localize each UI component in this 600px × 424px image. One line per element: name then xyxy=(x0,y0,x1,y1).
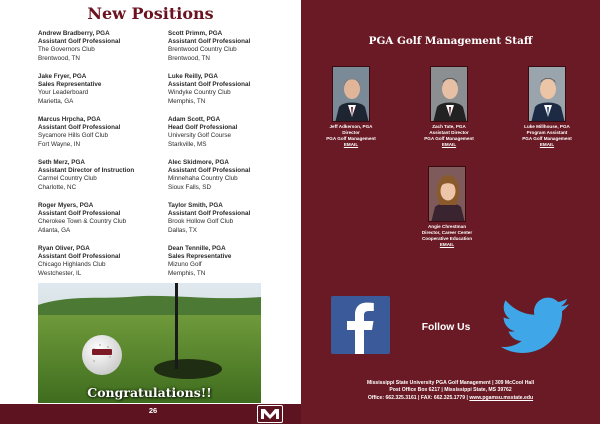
position-entry xyxy=(168,73,296,116)
entry-name: Alec Skidmore, PGA xyxy=(168,159,229,166)
staff-title: Assistant Director xyxy=(429,129,469,135)
entry-city: Memphis, TN xyxy=(168,269,206,277)
entry-place: Brook Hollow Golf Club xyxy=(168,218,234,226)
entry-role: Assistant Director of Instruction xyxy=(38,167,135,175)
position-entry xyxy=(38,245,166,288)
position-entry xyxy=(38,73,166,116)
entry-place: Cherokee Town & Country Club xyxy=(38,218,127,226)
staff-email-link[interactable]: EMAIL xyxy=(539,141,555,147)
position-entry xyxy=(38,116,166,159)
staff-name: Angie Chrestman xyxy=(427,224,467,229)
entry-role: Sales Representative xyxy=(168,253,232,261)
staff-dept: PGA Golf Management xyxy=(326,135,376,141)
person-portrait-icon xyxy=(529,67,566,122)
staff-email-link[interactable]: EMAIL xyxy=(441,141,457,147)
staff-portrait xyxy=(332,66,370,122)
facebook-icon xyxy=(331,296,390,354)
staff-name: Jeff Adkerson, PGA xyxy=(329,124,373,129)
entry-name: Dean Tennille, PGA xyxy=(168,245,226,252)
entry-city: Sioux Falls, SD xyxy=(168,183,212,191)
contact-phone-fax: Office: 662.325.3161 | FAX: 662.325.1779 | xyxy=(367,394,470,401)
entry-place: The Governors Club xyxy=(38,46,95,54)
entry-role: Assistant Golf Professional xyxy=(38,38,121,46)
entry-name: Jake Fryer, PGA xyxy=(38,73,87,80)
staff-card xyxy=(397,166,497,248)
entry-city: Atlanta, GA xyxy=(38,226,71,234)
contact-line-address: Mississippi State University PGA Golf Management | 309 McCool Hall xyxy=(366,380,535,386)
msu-logo-icon xyxy=(258,406,282,422)
page-number: 26 xyxy=(148,406,158,415)
staff-name: Zach Tate, PGA xyxy=(432,124,466,129)
page-title: New Positions xyxy=(87,4,214,23)
staff-portrait xyxy=(528,66,566,122)
follow-us-label: Follow Us xyxy=(421,322,471,333)
staff-dept: PGA Golf Management xyxy=(424,135,474,141)
facebook-button[interactable] xyxy=(331,296,390,354)
entry-role: Assistant Golf Professional xyxy=(168,210,251,218)
entry-place: Mizuno Golf xyxy=(168,261,202,269)
golf-ball-photo xyxy=(38,283,261,403)
entry-name: Adam Scott, PGA xyxy=(168,116,221,123)
entry-role: Assistant Golf Professional xyxy=(168,38,251,46)
entry-role: Assistant Golf Professional xyxy=(38,253,121,261)
entry-city: Westchester, IL xyxy=(38,269,82,277)
positions-column-left xyxy=(38,30,166,288)
right-page xyxy=(301,0,600,424)
entry-name: Seth Merz, PGA xyxy=(38,159,85,166)
person-portrait-icon xyxy=(429,167,466,222)
entry-role: Assistant Golf Professional xyxy=(38,210,121,218)
entry-city: Marietta, GA xyxy=(38,97,74,105)
position-entry xyxy=(168,202,296,245)
entry-city: Brentwood, TN xyxy=(38,54,80,62)
staff-title: Program Assistant xyxy=(526,129,568,135)
position-entry xyxy=(168,245,296,288)
entry-role: Assistant Golf Professional xyxy=(168,167,251,175)
contact-block xyxy=(301,380,600,402)
entry-city: Dallas, TX xyxy=(168,226,197,234)
entry-role: Assistant Golf Professional xyxy=(168,81,251,89)
staff-portrait xyxy=(430,66,468,122)
twitter-bird-icon xyxy=(499,297,571,355)
person-portrait-icon xyxy=(333,67,370,122)
entry-place: Windyke Country Club xyxy=(168,89,231,97)
photo-caption: Congratulations!! xyxy=(87,385,212,400)
entry-role: Assistant Golf Professional xyxy=(38,124,121,132)
msu-logo xyxy=(257,405,283,423)
person-portrait-icon xyxy=(431,67,468,122)
entry-city: Charlotte, NC xyxy=(38,183,77,191)
entry-name: Scott Primm, PGA xyxy=(168,30,223,37)
contact-line-phone xyxy=(301,395,600,402)
position-entry xyxy=(38,30,166,73)
position-entry xyxy=(168,159,296,202)
staff-card xyxy=(497,66,597,148)
staff-title: Director, Career Center xyxy=(421,229,473,235)
entry-name: Andrew Bradberry, PGA xyxy=(38,30,110,37)
entry-place: Carmel Country Club xyxy=(38,175,97,183)
website-link[interactable]: www.pgamsu.msstate.edu xyxy=(469,394,534,401)
position-entry xyxy=(38,159,166,202)
contact-line-po-box: Post Office Box 6217 | Mississippi State, MS 39762 xyxy=(389,387,512,394)
staff-card xyxy=(399,66,499,148)
entry-name: Marcus Hrpcha, PGA xyxy=(38,116,101,123)
entry-place: Sycamore Hills Golf Club xyxy=(38,132,108,140)
entry-city: Brentwood, TN xyxy=(168,54,210,62)
staff-name: Luke Millhouse, PGA xyxy=(524,124,570,129)
entry-name: Taylor Smith, PGA xyxy=(168,202,223,209)
entry-place: Chicago Highlands Club xyxy=(38,261,106,269)
staff-card xyxy=(301,66,401,148)
position-entry xyxy=(168,116,296,159)
entry-city: Fort Wayne, IN xyxy=(38,140,81,148)
staff-dept: PGA Golf Management xyxy=(522,135,572,141)
entry-name: Roger Myers, PGA xyxy=(38,202,94,209)
entry-place: University Golf Course xyxy=(168,132,231,140)
entry-city: Starkville, MS xyxy=(168,140,207,148)
entry-role: Head Golf Professional xyxy=(168,124,238,132)
entry-name: Luke Reilly, PGA xyxy=(168,73,218,80)
entry-name: Ryan Oliver, PGA xyxy=(38,245,90,252)
staff-section-title: PGA Golf Management Staff xyxy=(368,35,533,47)
entry-place: Your Leaderboard xyxy=(38,89,89,97)
entry-city: Memphis, TN xyxy=(168,97,206,105)
staff-email-link[interactable]: EMAIL xyxy=(343,141,359,147)
entry-place: Minnehaha Country Club xyxy=(168,175,238,183)
entry-place: Brentwood Country Club xyxy=(168,46,237,54)
twitter-button[interactable] xyxy=(499,297,571,355)
position-entry xyxy=(168,30,296,73)
entry-role: Sales Representative xyxy=(38,81,102,89)
staff-title: Director xyxy=(342,129,360,135)
staff-dept: Cooperative Education xyxy=(421,235,473,241)
staff-portrait xyxy=(428,166,466,222)
positions-column-right xyxy=(168,30,296,288)
staff-email-link[interactable]: EMAIL xyxy=(439,241,455,247)
position-entry xyxy=(38,202,166,245)
